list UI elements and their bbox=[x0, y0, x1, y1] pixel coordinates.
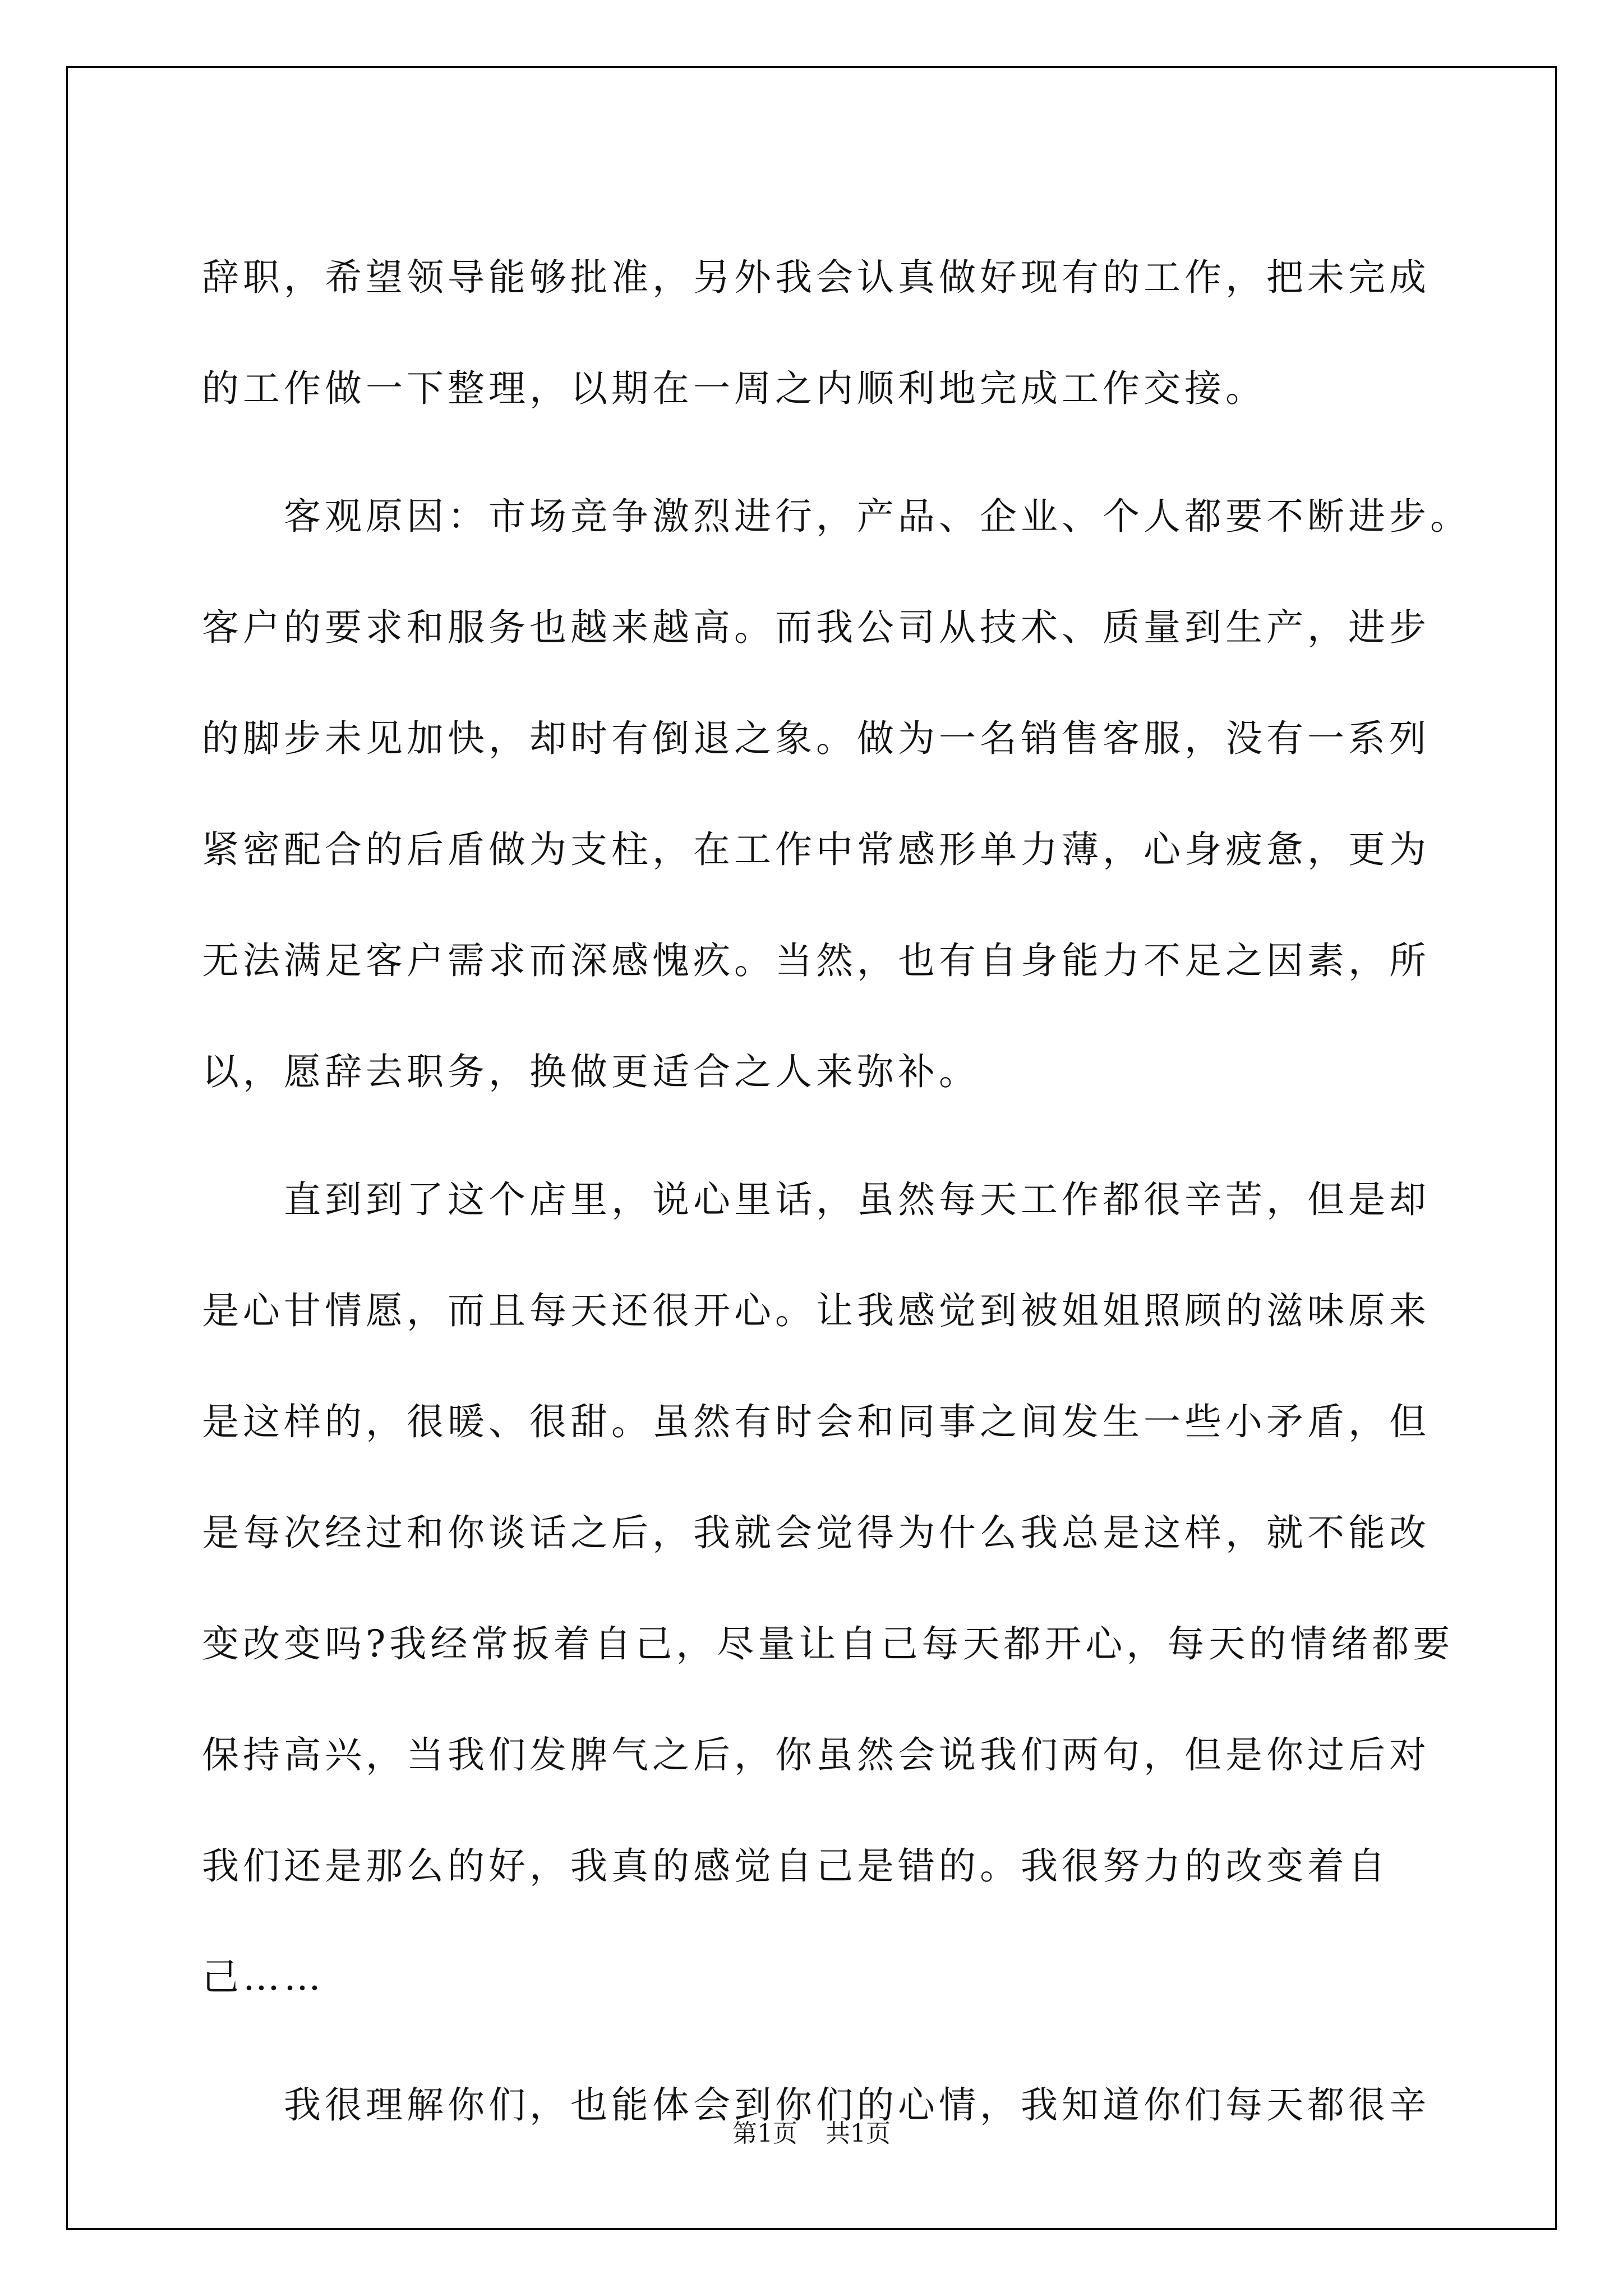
text-line: 我很理解你们，也能体会到你们的心情，我知道你们每天都很辛 bbox=[202, 2083, 1430, 2127]
text-line: 的脚步未见加快，却时有倒退之象。做为一名销售客服，没有一系列 bbox=[202, 717, 1430, 760]
text-line: 客户的要求和服务也越来越高。而我公司从技术、质量到生产，进步 bbox=[202, 606, 1430, 649]
page-number-total: 共1页 bbox=[826, 2119, 891, 2148]
paragraph-gap bbox=[202, 2033, 1433, 2050]
text-line: 变改变吗?我经常扳着自己，尽量让自己每天都开心，每天的情绪都要 bbox=[202, 1622, 1454, 1665]
page-footer bbox=[0, 2117, 1623, 2151]
document-body bbox=[202, 222, 1471, 2161]
paragraph-gap bbox=[202, 1128, 1433, 1144]
text-line: 是每次经过和你谈话之后，我就会觉得为什么我总是这样，就不能改 bbox=[202, 1511, 1430, 1554]
text-line: 直到到了这个店里，说心里话，虽然每天工作都很辛苦，但是却 bbox=[202, 1178, 1430, 1221]
paragraph-gap bbox=[202, 444, 1433, 461]
text-line: 我们还是那么的好，我真的感觉自己是错的。我很努力的改变着自 bbox=[202, 1844, 1389, 1888]
text-line: 的工作做一下整理，以期在一周之内顺利地完成工作交接。 bbox=[202, 367, 1266, 410]
text-line: 紧密配合的后盾做为支柱，在工作中常感形单力薄，心身疲惫，更为 bbox=[202, 828, 1430, 871]
text-line: 是这样的，很暖、很甜。虽然有时会和同事之间发生一些小矛盾，但 bbox=[202, 1400, 1430, 1443]
text-line: 辞职，希望领导能够批准，另外我会认真做好现有的工作，把未完成 bbox=[202, 256, 1430, 299]
text-line: 保持高兴，当我们发脾气之后，你虽然会说我们两句，但是你过后对 bbox=[202, 1733, 1430, 1777]
text-line: 无法满足客户需求而深感愧疚。当然，也有自身能力不足之因素，所 bbox=[202, 939, 1430, 982]
text-line: 以，愿辞去职务，换做更适合之人来弥补。 bbox=[202, 1050, 980, 1093]
page-number-current: 第1页 bbox=[732, 2119, 797, 2148]
text-line: 己…… bbox=[202, 1955, 325, 1999]
text-line: 客观原因：市场竞争激烈进行，产品、企业、个人都要不断进步。 bbox=[202, 495, 1471, 538]
text-line: 是心甘情愿，而且每天还很开心。让我感觉到被姐姐照顾的滋味原来 bbox=[202, 1289, 1430, 1332]
